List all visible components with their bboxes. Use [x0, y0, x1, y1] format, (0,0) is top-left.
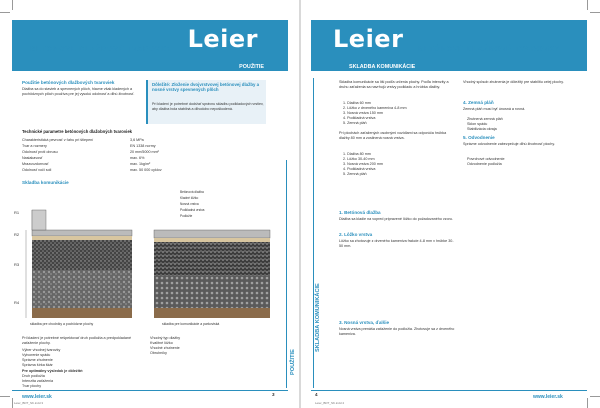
section-bar: POUŽITIE: [12, 62, 288, 71]
list-item: Vhodné zhutnenie: [150, 346, 180, 350]
legend-item: Podložie: [180, 214, 193, 218]
list-item: Výber vhodnej tvarovky: [22, 348, 61, 352]
list-item: 1. Dlažba 80 mm: [343, 152, 371, 156]
header-band: [12, 20, 288, 62]
heading-bedding: 2. Lôžko vrstva: [339, 232, 373, 237]
list-item: Správne zhutnenie: [22, 358, 53, 362]
crop-mark: [12, 398, 13, 408]
right-page: [301, 0, 600, 408]
spec-label: Tvar a rozmery: [22, 144, 47, 148]
paragraph: Správne odvodnenie zabezpečuje dlhú životnosť plochy.: [463, 142, 555, 146]
list-item: 2. Lôžko 30-40 mm: [343, 157, 375, 161]
list-item: 4. Podkladná vrstva: [343, 167, 376, 171]
paragraph: Nosná vrstva prenáša zaťaženie do podložia. Zhotovuje sa z drveného kameniva.: [339, 327, 455, 337]
sidebar-label: POUŽITIE: [290, 349, 296, 375]
list-item: Obrubníky: [150, 351, 168, 355]
callout-text: Pri kladení je potrebné dodržať správnu skladbu podkladových vrstiev, aby dlažba bola stabilná a dlhodobo nepoškodená.: [152, 102, 264, 111]
paragraph: Vhodný spôsob zhutnenia je dôležitý pre stabilitu celej plochy.: [463, 80, 564, 84]
legend-item: Betónová dlažba: [180, 190, 204, 194]
list-item: Sklon spádu: [467, 122, 488, 126]
heading-composition: Skladba komunikácie: [22, 180, 69, 185]
page-number: 4: [315, 392, 318, 397]
list-item: 4. Podkladná vrstva: [343, 116, 376, 120]
list-item: Povrchové odvodnenie: [467, 157, 505, 161]
crop-mark: [587, 398, 588, 408]
heading-drainage: 5. Odvodnenie: [463, 135, 495, 140]
spec-label: Nasiakavosť: [22, 156, 43, 160]
legend-item: Nosná vrstva: [180, 202, 199, 206]
legend-item: Podkladná vrstva: [180, 208, 205, 212]
page-number: 3: [272, 392, 275, 397]
spec-value: max. 6%: [130, 156, 145, 160]
r-label: R1: [14, 210, 20, 215]
page-title: BETONOVÉ DLAŽBOVÉ TVAROVKY: [30, 44, 173, 53]
crop-mark: [12, 0, 13, 10]
header-band: [311, 20, 587, 62]
list-item: Zhutnená zemná pláň: [467, 117, 503, 121]
list-item: 1. Dlažba 60 mm: [343, 101, 371, 105]
crop-mark: [0, 396, 10, 397]
page-title: BETÓNOVÉ DLAŽBOVÉ TVAROVKY: [417, 44, 560, 53]
leier-logo: Leier: [187, 25, 258, 53]
diagram-caption-left: skladba pre chodníky a pochôdzne plochy: [30, 322, 94, 326]
section-bar: SKLADBA KOMUNIKÁCIE: [311, 62, 587, 71]
spec-value: max. 1kg/m²: [130, 162, 151, 166]
intro-paragraph: Skladba komunikácie sa líši podľa určenia plochy. Podľa intenzity a druhu zaťaženia sa navrhujú vrstvy podkladu a hrúbka dlažby.: [339, 80, 449, 90]
diagram-caption-right: skladba pre komunikácie a parkoviská: [162, 322, 220, 326]
heading-subgrade: 4. Zemná pláň: [463, 100, 494, 105]
paragraph-notes: Pri kladení je potrebné rešpektovať druh podložia a predpokladané zaťaženie plochy.: [22, 336, 132, 346]
crop-mark: [587, 0, 588, 10]
r-label: R2: [14, 232, 20, 237]
cross-section-diagram-right: [150, 190, 274, 330]
sidebar-rule: [313, 78, 314, 388]
list-item: 3. Nosná vrstva 150 mm: [343, 111, 383, 115]
callout-box: [146, 80, 266, 124]
list-item: Intenzita zaťaženia: [22, 379, 54, 383]
list-item: Vhodný typ dlažby: [150, 336, 181, 340]
legend-item: Kladné lôžko: [180, 196, 199, 200]
spec-value: 20 mm/5000 mm²: [130, 150, 159, 154]
r-label: R4: [14, 300, 20, 305]
crop-mark: [590, 396, 600, 397]
paragraph: Zemná pláň musí byť únosná a rovná.: [463, 107, 526, 111]
list-item: Odvodnenie podložia: [467, 162, 502, 166]
website-link[interactable]: www.leier.sk: [22, 394, 52, 400]
list-item: Správna šírka škár: [22, 363, 53, 367]
website-link[interactable]: www.leier.sk: [533, 394, 563, 400]
footer-rule: [311, 390, 587, 391]
spec-label: Mrazuvzdornosť: [22, 162, 49, 166]
list-item: 5. Zemná pláň: [343, 121, 367, 125]
sidebar-rule: [286, 160, 287, 388]
list-heading: Pre optimálny výsledok je dôležité:: [22, 369, 84, 373]
spec-label: Charakteristická pevnosť v ťahu pri štiepení: [22, 138, 94, 142]
leier-logo: Leier: [333, 25, 404, 53]
spec-value: max. 50 000 cyklov: [130, 168, 162, 172]
list-item: Tvar plochy: [22, 384, 42, 388]
print-meta: Leier_BDT_SK.indd 4: [315, 401, 345, 405]
spec-label: Odolnosť voči soli: [22, 168, 52, 172]
footer-rule: [12, 390, 288, 391]
crop-mark: [0, 12, 10, 13]
r-label: R3: [14, 262, 20, 267]
paragraph: Pri plochách zaťažených osobnými vozidlami sa odporúča hrúbka dlažby 80 mm a zosilnená nosná vrstva.: [339, 131, 447, 141]
spec-value: 3,6 MPa: [130, 138, 144, 142]
list-item: Druh podložia: [22, 374, 45, 378]
print-meta: Leier_BDT_SK.indd 3: [14, 401, 44, 405]
heading-parameters: Technické parametre betónových dlažobných tvaroviek: [22, 129, 132, 134]
paragraph-usage: Dlažba sa do stavieb a spevnených plôch, hlavne však kladených a pochôdznych plôch používa pre jej vysokú odolnosť a dlhú životnosť.: [22, 87, 135, 97]
crop-mark: [590, 12, 600, 13]
list-item: Stabilizácia okraja: [467, 127, 497, 131]
heading-paving: 1. Betónová dlažba: [339, 210, 381, 215]
list-item: 5. Zemná pláň: [343, 172, 367, 176]
spec-label: Odolnosť proti obrusu: [22, 150, 58, 154]
heading-base-layer: 3. Nosná vrstva, ďalšie: [339, 320, 390, 325]
callout-heading: Dôležité: Zloženie dvojvrstvovej betónovej dlažby a nosné vrstvy spevnených plôch: [152, 82, 260, 93]
list-item: Vytvorenie spádu: [22, 353, 51, 357]
heading-usage: Použitie betónových dlažbových tvaroviek: [22, 80, 115, 85]
paragraph: Dlažba sa kladie na vopred pripravené lôžko do požadovaného vzoru.: [339, 217, 453, 221]
cross-section-diagram-left: [22, 190, 142, 330]
spec-value: EN 1338 normy: [130, 144, 156, 148]
list-item: Kvalitné lôžko: [150, 341, 173, 345]
list-item: 3. Nosná vrstva 200 mm: [343, 162, 383, 166]
sidebar-label: SKLADBA KOMUNIKÁCIE: [315, 283, 321, 352]
paragraph: Lôžko sa zhotovuje z drveného kameniva frakcie 4-8 mm v hrúbke 30-50 mm.: [339, 239, 454, 249]
list-item: 2. Lôžko z drveného kameniva 4-8 mm: [343, 106, 407, 110]
